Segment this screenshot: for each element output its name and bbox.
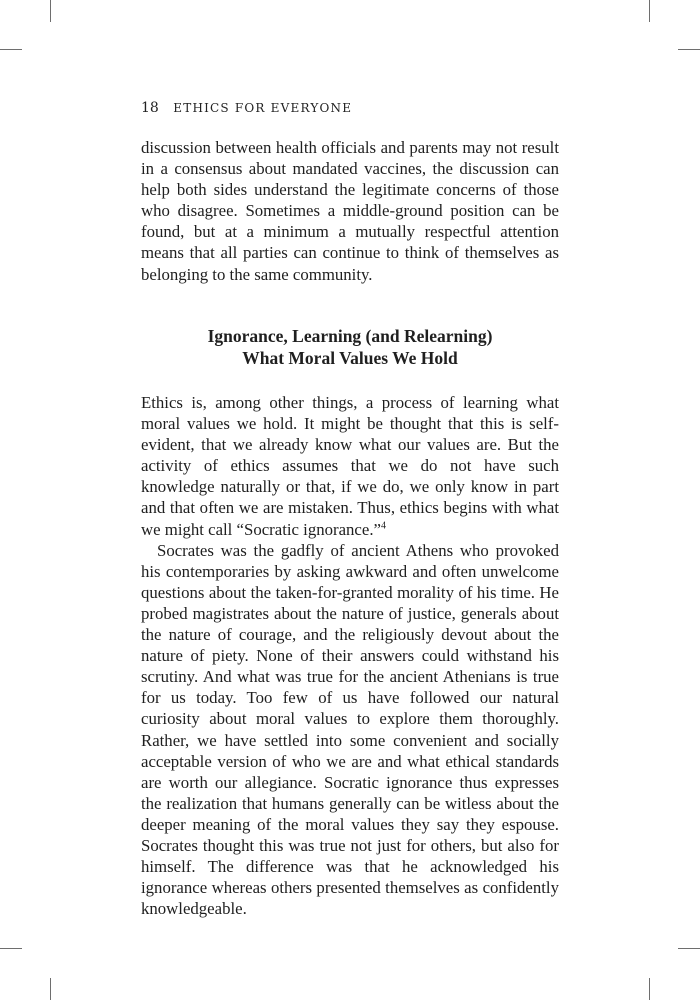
section-heading — [141, 325, 559, 369]
section-heading-line-2: What Moral Values We Hold — [242, 348, 458, 368]
continued-text-block — [141, 137, 559, 285]
crop-mark-right-bottom — [678, 948, 700, 949]
footnote-reference[interactable]: 4 — [380, 519, 386, 531]
crop-mark-bottom-right — [649, 978, 650, 1000]
crop-mark-left-bottom — [0, 948, 22, 949]
section-body — [141, 392, 559, 919]
continued-paragraph: discussion between health officials and parents may not result in a consensus about mandated vaccines, the discussion can help both sides understand the legitimate concerns of those who disagree. Sometimes a middle-ground position can be found, but at a minimum a mutually respectful attention means that all parties can continue to think of themselves as belonging to the same community. — [141, 138, 559, 284]
book-title: ETHICS FOR EVERYONE — [173, 101, 353, 115]
body-paragraph-1 — [141, 392, 559, 540]
body-paragraph-1-text: Ethics is, among other things, a process of learning what moral values we hold. It might be thought that this is self-evident, that we already know what our values are. But the activity of ethics assumes that we do not have such knowledge naturally or that, if we do, we only know in part and that often we are mistaken. Thus, ethics begins with what we might call “Socratic ignorance.” — [141, 393, 559, 539]
crop-mark-bottom-left — [50, 978, 51, 1000]
crop-mark-left-top — [0, 49, 22, 50]
crop-mark-right-top — [678, 49, 700, 50]
crop-mark-top-right — [649, 0, 650, 22]
body-paragraph-2: Socrates was the gadfly of ancient Athens who provoked his contemporaries by asking awkward and often unwelcome questions about the taken-for-granted morality of his time. He probed magistrates about the nature of justice, generals about the nature of courage, and the religiously devout about the nature of piety. None of their answers could withstand his scrutiny. And what was true for the ancient Athenians is true for us today. Too few of us have followed our natural curiosity about moral values to explore them thoroughly. Rather, we have settled into some convenient and socially acceptable version of who we are and what ethical standards are worth our allegiance. Socratic ignorance thus expresses the realization that humans generally can be witless about the deeper meaning of the moral values they say they espouse. Socrates thought this was true not just for others, but also for himself. The difference was that he acknowledged his ignorance whereas others presented themselves as confidently knowledgeable. — [141, 540, 559, 919]
running-head — [141, 99, 352, 117]
section-heading-line-1: Ignorance, Learning (and Relearning) — [207, 326, 493, 346]
page-number: 18 — [141, 100, 159, 116]
crop-mark-top-left — [50, 0, 51, 22]
